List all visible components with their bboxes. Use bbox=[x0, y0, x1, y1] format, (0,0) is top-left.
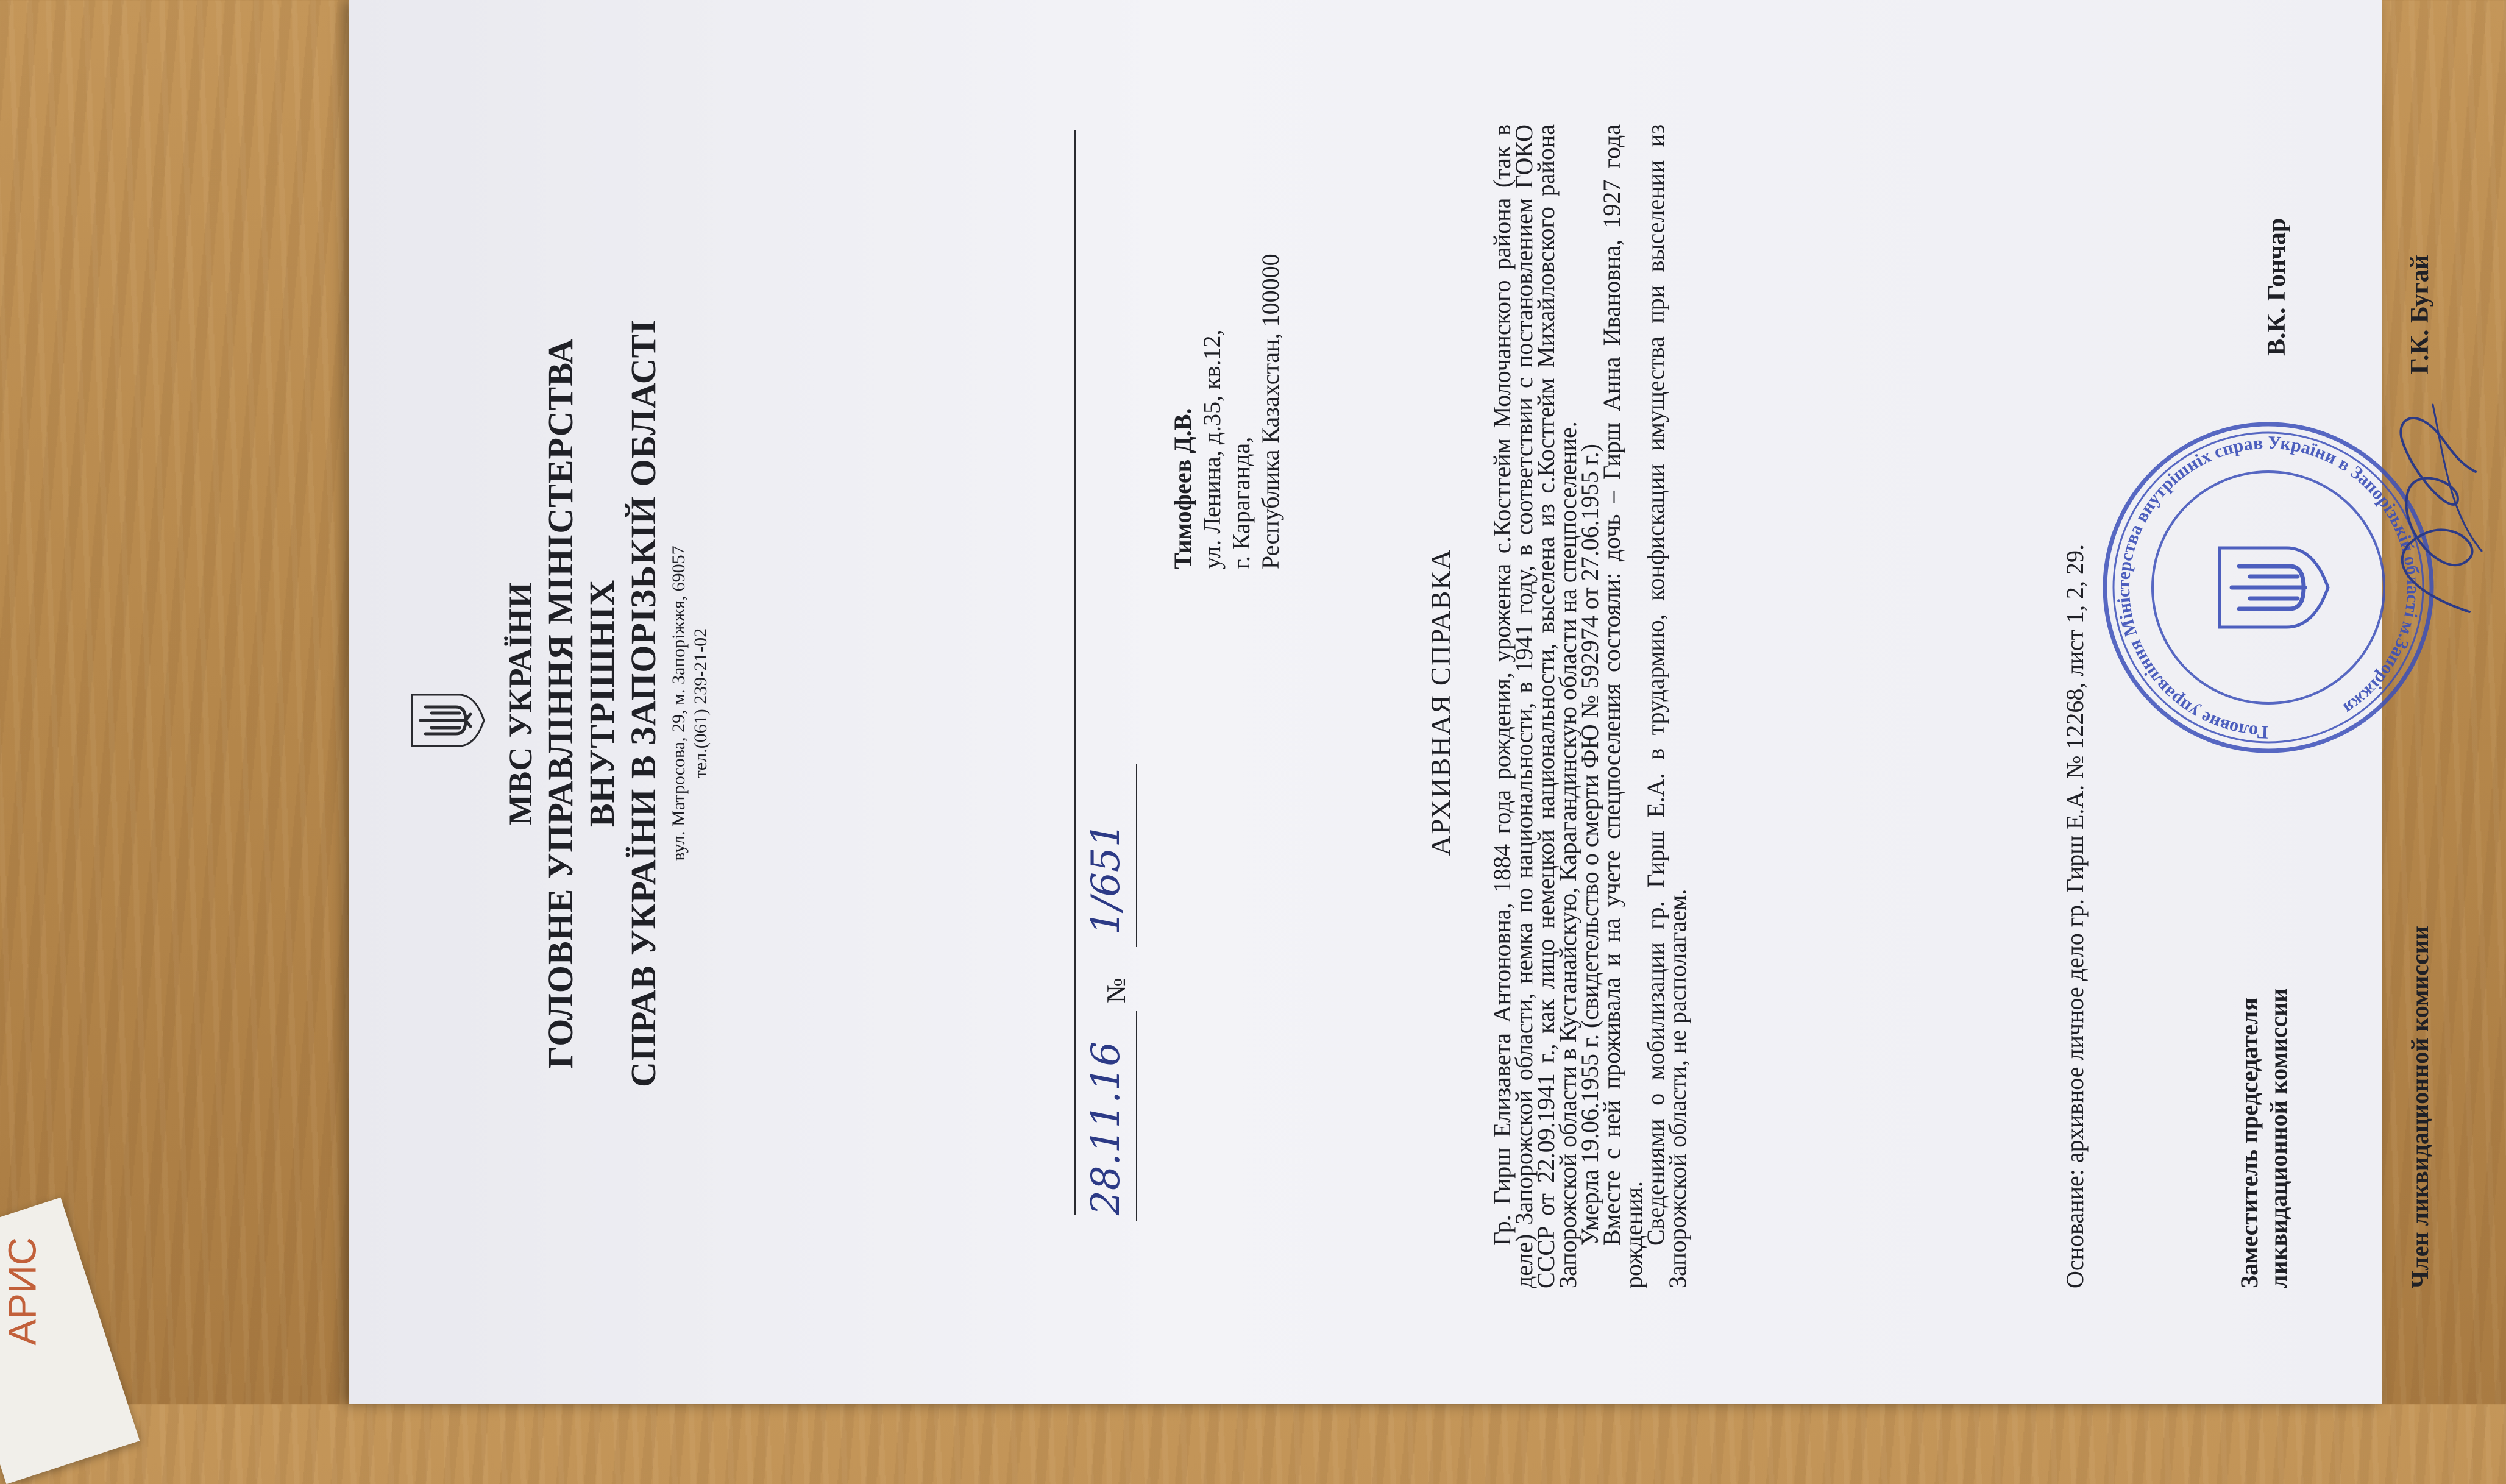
registration-date: 28.11.16 bbox=[1084, 1042, 1129, 1215]
seal-ring-text: Головне управління Міністерства внутрішніх справ України в Запорізькій області м.Запоріжжя bbox=[2113, 432, 2424, 743]
ministry-name-line2: ГОЛОВНЕ УПРАВЛІННЯ МІНІСТЕРСТВА ВНУТРІШНІХ bbox=[541, 338, 622, 1069]
body-paragraph-4: Сведениями о мобилизации гр. Гирш Е.А. в трудармию, конфискации имущества при выселении из Запорожской области, не располагаем. bbox=[1642, 124, 1691, 1288]
signer1-role bbox=[2235, 740, 2293, 1288]
registration-number: 1/651 bbox=[1084, 822, 1129, 935]
recipient-country: Республика Казахстан, 100000 bbox=[1257, 254, 1284, 569]
document-basis: Основание: архивное личное дело гр. Гирш Е.А. № 12268, лист 1, 2, 29. bbox=[2061, 544, 2089, 1288]
date-underline bbox=[1136, 1011, 1137, 1221]
signer1-name: В.К. Гончар bbox=[2263, 218, 2291, 356]
document-content bbox=[349, 0, 2434, 1404]
letterhead-rule bbox=[1074, 130, 1076, 1215]
document-title: АРХИВНАЯ СПРАВКА bbox=[1425, 548, 1456, 856]
body-paragraph-1: Гр. Гирш Елизавета Антоновна, 1884 года рождения, уроженка с.Костгейм Молочанского района (так в деле) Запорожской области, немка по национальности, в 1941 году, в соответствии с постановлением ГОКО СССР от 22.09.1941 г., как лицо немецкой национальности, выселена из с.Костгейм Михайловского района Запорожской области в Кустанайскую, Карагандинскую области на спецпоселение. bbox=[1488, 124, 1581, 1288]
signer1-role-line1: Заместитель председателя bbox=[2235, 998, 2263, 1288]
recipient-city: г. Караганда, bbox=[1227, 436, 1255, 569]
registration-line bbox=[1086, 673, 1141, 1221]
ministry-name-line3: СПРАВ УКРАЇНИ В ЗАПОРІЗЬКІЙ ОБЛАСТІ bbox=[623, 319, 663, 1087]
trident-emblem-icon bbox=[407, 690, 486, 751]
letterhead bbox=[501, 210, 712, 1197]
ministry-name-short: МВС УКРАЇНИ bbox=[502, 581, 539, 825]
recipient-name: Тимофеев Д.В. bbox=[1169, 408, 1196, 569]
recipient-block bbox=[1168, 82, 1285, 569]
handwritten-signature-icon bbox=[2360, 392, 2506, 624]
letterhead-phone: тел.(061) 239-21-02 bbox=[690, 628, 711, 779]
body-paragraph-2: Умерла 19.06.1955 г. (свидетельство о смерти ФЮ № 592974 от 27.06.1955 г.) bbox=[1576, 444, 1603, 1246]
registration-number-sign: № bbox=[1101, 978, 1131, 1003]
body-paragraph-3: Вместе с ней проживала и на учете спецпоселения состояли: дочь – Гирш Анна Ивановна, 1927 года рождения. bbox=[1598, 124, 1647, 1288]
signer2-role: Член ликвидационной комиссии bbox=[2406, 926, 2433, 1288]
document-body bbox=[1488, 124, 1691, 1288]
number-underline bbox=[1136, 764, 1137, 947]
corner-paper-fragment: АРИС bbox=[0, 1237, 44, 1346]
letterhead-address: вул. Матросова, 29, м. Запоріжжя, 69057 bbox=[669, 545, 689, 861]
document-paper bbox=[349, 0, 2434, 1404]
recipient-street: ул. Ленина, д.35, кв.12, bbox=[1198, 329, 1226, 569]
signer1-role-line2: ликвидационной комиссии bbox=[2265, 988, 2292, 1288]
signer2-name: Г.К. Бугай bbox=[2406, 255, 2434, 374]
